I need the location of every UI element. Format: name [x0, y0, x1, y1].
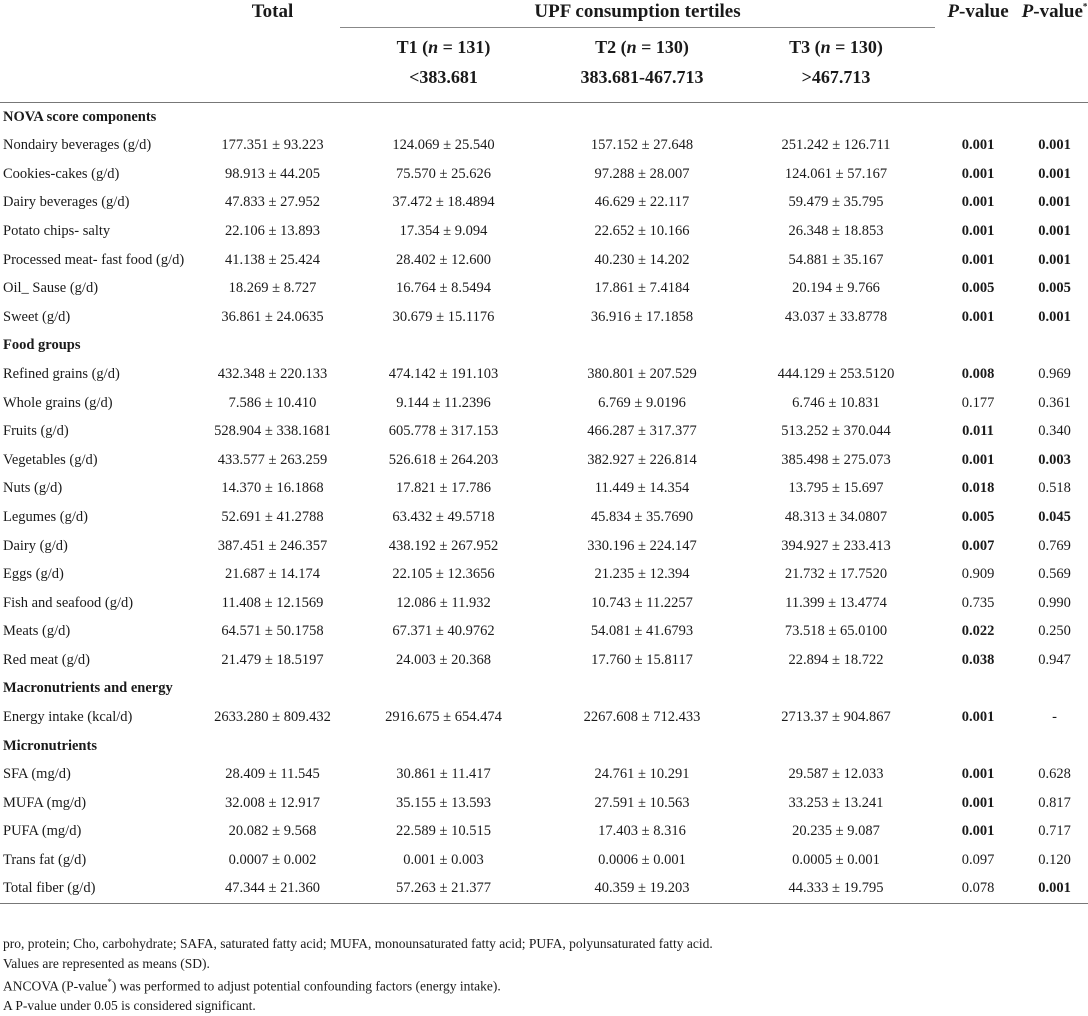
cell-total: 47.344 ± 21.360 — [225, 880, 320, 897]
cell-total: 14.370 ± 16.1868 — [221, 480, 324, 497]
cell-pvalue-adjusted: 0.001 — [1038, 194, 1071, 211]
cell-t1: 2916.675 ± 654.474 — [385, 708, 502, 725]
cell-pvalue: 0.001 — [961, 794, 995, 811]
cell-total: 32.008 ± 12.917 — [225, 794, 320, 811]
cell-t1: 526.618 ± 264.203 — [388, 451, 499, 468]
cell-pvalue-adjusted: 0.001 — [1038, 223, 1071, 240]
cell-t2: 2267.608 ± 712.433 — [583, 708, 701, 725]
table-row — [0, 303, 1088, 332]
cell-pvalue: 0.008 — [961, 365, 995, 382]
cell-total: 64.571 ± 50.1758 — [221, 623, 324, 640]
cell-t1: 67.371 ± 40.9762 — [392, 623, 495, 640]
section-header-row — [0, 675, 1088, 704]
cell-pvalue-adjusted: 0.947 — [1038, 651, 1071, 668]
cell-t2: 17.861 ± 7.4184 — [594, 280, 690, 297]
cell-pvalue: 0.022 — [961, 623, 995, 640]
cell-pvalue-adjusted: 0.001 — [1038, 880, 1071, 897]
cell-pvalue: 0.001 — [961, 708, 995, 725]
cell-total: 22.106 ± 13.893 — [225, 223, 320, 240]
row-label: Trans fat (g/d) — [3, 851, 87, 868]
cell-t2: 22.652 ± 10.166 — [594, 223, 690, 240]
header-upf: UPF consumption tertiles — [340, 0, 935, 28]
cell-pvalue: 0.097 — [961, 851, 995, 868]
table-notes — [3, 934, 713, 1016]
table-row — [0, 160, 1088, 189]
cell-t1: 9.144 ± 11.2396 — [396, 394, 491, 411]
row-label: Nuts (g/d) — [3, 480, 63, 497]
cell-pvalue: 0.001 — [961, 251, 995, 268]
cell-pvalue-adjusted: 0.120 — [1038, 851, 1071, 868]
cell-pvalue: 0.011 — [962, 423, 994, 440]
cell-total: 20.082 ± 9.568 — [228, 823, 317, 840]
cell-pvalue: 0.018 — [961, 480, 995, 497]
cell-t1: 124.069 ± 25.540 — [392, 137, 495, 154]
cell-total: 177.351 ± 93.223 — [221, 137, 324, 154]
row-label: Legumes (g/d) — [3, 508, 88, 525]
table-row — [0, 189, 1088, 218]
cell-t1: 605.778 ± 317.153 — [388, 423, 499, 440]
header-row — [0, 0, 1088, 28]
section-header-row — [0, 103, 1088, 132]
row-label: Processed meat- fast food (g/d) — [3, 251, 185, 268]
row-label: Cookies-cakes (g/d) — [3, 165, 120, 182]
section-title: Food groups — [3, 337, 81, 354]
cell-pvalue-adjusted: 0.969 — [1038, 365, 1071, 382]
cell-t1: 12.086 ± 11.932 — [396, 594, 491, 611]
header-t1-range: <383.681 — [409, 67, 478, 87]
cell-total: 2633.280 ± 809.432 — [214, 708, 331, 725]
cell-pvalue: 0.909 — [961, 566, 995, 583]
cell-total: 7.586 ± 10.410 — [228, 394, 317, 411]
section-header-row — [0, 332, 1088, 361]
table-row — [0, 389, 1088, 418]
header-blank — [0, 0, 205, 28]
section-header-row — [0, 732, 1088, 761]
cell-pvalue: 0.001 — [961, 766, 995, 783]
section-title: NOVA score components — [3, 108, 157, 125]
cell-t2: 10.743 ± 11.2257 — [591, 594, 693, 611]
cell-pvalue-adjusted: 0.001 — [1038, 251, 1071, 268]
cell-t3: 11.399 ± 13.4774 — [785, 594, 887, 611]
cell-t2: 36.916 ± 17.1858 — [590, 308, 694, 325]
cell-t3: 48.313 ± 34.0807 — [784, 508, 888, 525]
row-label: SFA (mg/d) — [3, 766, 71, 783]
section-title: Micronutrients — [3, 737, 97, 754]
cell-pvalue-adjusted: 0.250 — [1038, 623, 1071, 640]
table-row — [0, 503, 1088, 532]
cell-total: 387.451 ± 246.357 — [217, 537, 328, 554]
cell-t3: 59.479 ± 35.795 — [788, 194, 884, 211]
cell-total: 47.833 ± 27.952 — [225, 194, 320, 211]
cell-total: 52.691 ± 41.2788 — [221, 508, 324, 525]
cell-pvalue: 0.001 — [961, 194, 995, 211]
cell-pvalue-adjusted: 0.628 — [1038, 766, 1071, 783]
table-row — [0, 217, 1088, 246]
cell-t1: 474.142 ± 191.103 — [388, 365, 499, 382]
cell-total: 433.577 ± 263.259 — [217, 451, 328, 468]
cell-t2: 40.359 ± 19.203 — [594, 880, 690, 897]
cell-t3: 21.732 ± 17.7520 — [784, 566, 888, 583]
cell-pvalue: 0.177 — [961, 394, 995, 411]
cell-t3: 26.348 ± 18.853 — [788, 223, 884, 240]
cell-pvalue-adjusted: 0.001 — [1038, 165, 1071, 182]
cell-t3: 251.242 ± 126.711 — [781, 137, 891, 154]
cell-t3: 6.746 ± 10.831 — [792, 394, 880, 411]
cell-t3: 20.194 ± 9.766 — [792, 280, 880, 297]
cell-t1: 57.263 ± 21.377 — [396, 880, 491, 897]
cell-t2: 330.196 ± 224.147 — [587, 537, 697, 554]
cell-t1: 28.402 ± 12.600 — [396, 251, 491, 268]
cell-pvalue-adjusted: 0.990 — [1038, 594, 1071, 611]
row-label: Dairy beverages (g/d) — [3, 194, 130, 211]
table-row — [0, 646, 1088, 675]
cell-t2: 17.403 ± 8.316 — [598, 823, 686, 840]
cell-total: 21.687 ± 14.174 — [225, 566, 320, 583]
cell-t3: 22.894 ± 18.722 — [788, 651, 884, 668]
cell-pvalue-adjusted: 0.518 — [1038, 480, 1071, 497]
row-label: Refined grains (g/d) — [3, 365, 120, 382]
row-label: Whole grains (g/d) — [3, 394, 113, 411]
cell-t3: 124.061 ± 57.167 — [784, 165, 888, 182]
cell-pvalue: 0.001 — [961, 451, 995, 468]
cell-t1: 16.764 ± 8.5494 — [396, 280, 491, 297]
cell-pvalue-adjusted: - — [1052, 708, 1057, 725]
cell-t1: 17.821 ± 17.786 — [396, 480, 491, 497]
cell-t3: 43.037 ± 33.8778 — [784, 308, 888, 325]
cell-t2: 17.760 ± 15.8117 — [591, 651, 693, 668]
cell-total: 432.348 ± 220.133 — [217, 365, 328, 382]
cell-t1: 30.679 ± 15.1176 — [392, 308, 495, 325]
cell-t1: 438.192 ± 267.952 — [388, 537, 499, 554]
cell-t2: 382.927 ± 226.814 — [587, 451, 697, 468]
cell-pvalue: 0.005 — [961, 280, 995, 297]
cell-t1: 0.001 ± 0.003 — [403, 851, 484, 868]
table-body — [0, 103, 1088, 904]
row-label: PUFA (mg/d) — [3, 823, 82, 840]
header-t2-range: 383.681-467.713 — [580, 67, 704, 87]
cell-t1: 30.861 ± 11.417 — [396, 766, 491, 783]
table-row — [0, 875, 1088, 904]
header-t2: T2 (n = 130) 383.681-467.713 — [547, 28, 737, 103]
table-row — [0, 817, 1088, 846]
cell-t3: 54.881 ± 35.167 — [788, 251, 884, 268]
cell-t3: 513.252 ± 370.044 — [781, 423, 891, 440]
row-label: Fruits (g/d) — [3, 423, 69, 440]
cell-pvalue-adjusted: 0.361 — [1038, 394, 1071, 411]
table-row — [0, 846, 1088, 875]
row-label: Nondairy beverages (g/d) — [3, 137, 152, 154]
cell-pvalue-adjusted: 0.340 — [1038, 423, 1071, 440]
cell-t3: 33.253 ± 13.241 — [788, 794, 884, 811]
cell-t2: 157.152 ± 27.648 — [590, 137, 694, 154]
cell-pvalue: 0.001 — [961, 137, 995, 154]
cell-pvalue-adjusted: 0.717 — [1038, 823, 1071, 840]
cell-t2: 0.0006 ± 0.001 — [598, 851, 686, 868]
header-pvalue-adjusted: P-value* — [1021, 1, 1088, 22]
table-row — [0, 589, 1088, 618]
cell-t3: 73.518 ± 65.0100 — [784, 623, 888, 640]
table-row — [0, 132, 1088, 161]
cell-t3: 0.0005 ± 0.001 — [792, 851, 880, 868]
cell-t2: 11.449 ± 14.354 — [594, 480, 690, 497]
cell-total: 528.904 ± 338.1681 — [214, 423, 331, 440]
header-total: Total — [251, 1, 294, 22]
cell-t1: 37.472 ± 18.4894 — [392, 194, 495, 211]
cell-t1: 17.354 ± 9.094 — [399, 223, 488, 240]
note-values: Values are represented as means (SD). — [3, 955, 210, 971]
cell-t1: 35.155 ± 13.593 — [396, 794, 491, 811]
cell-t2: 40.230 ± 14.202 — [594, 251, 690, 268]
table-row — [0, 475, 1088, 504]
header-t3-range: >467.713 — [801, 67, 871, 87]
cell-t2: 97.288 ± 28.007 — [594, 165, 690, 182]
cell-t3: 385.498 ± 275.073 — [781, 451, 891, 468]
row-label: Energy intake (kcal/d) — [3, 708, 133, 725]
row-label: Fish and seafood (g/d) — [3, 594, 134, 611]
cell-pvalue-adjusted: 0.005 — [1038, 280, 1071, 297]
cell-t2: 24.761 ± 10.291 — [594, 766, 690, 783]
note-significance: A P-value under 0.05 is considered significant. — [3, 998, 256, 1013]
table-row — [0, 274, 1088, 303]
cell-total: 11.408 ± 12.1569 — [221, 594, 324, 611]
cell-t2: 380.801 ± 207.529 — [587, 365, 697, 382]
row-label: Oil_ Sause (g/d) — [3, 280, 99, 297]
cell-pvalue: 0.001 — [961, 223, 995, 240]
cell-t3: 2713.37 ± 904.867 — [781, 708, 891, 725]
row-label: Potato chips- salty — [3, 223, 111, 240]
cell-t2: 21.235 ± 12.394 — [594, 566, 690, 583]
table-row — [0, 532, 1088, 561]
header-t1: T1 (n = 131) <383.681 — [340, 28, 547, 103]
cell-pvalue-adjusted: 0.003 — [1038, 451, 1071, 468]
cell-t1: 22.105 ± 12.3656 — [392, 566, 495, 583]
cell-total: 0.0007 ± 0.002 — [228, 851, 317, 868]
cell-t3: 394.927 ± 233.413 — [781, 537, 891, 554]
header-t3: T3 (n = 130) >467.713 — [737, 28, 935, 103]
cell-pvalue-adjusted: 0.817 — [1038, 794, 1071, 811]
table-row — [0, 360, 1088, 389]
table-row — [0, 703, 1088, 732]
table-row — [0, 417, 1088, 446]
cell-total: 41.138 ± 25.424 — [225, 251, 320, 268]
table-row — [0, 560, 1088, 589]
cell-t3: 13.795 ± 15.697 — [788, 480, 884, 497]
cell-t3: 444.129 ± 253.5120 — [777, 365, 895, 382]
cell-t1: 22.589 ± 10.515 — [396, 823, 491, 840]
cell-pvalue: 0.007 — [961, 537, 995, 554]
cell-total: 36.861 ± 24.0635 — [221, 308, 324, 325]
cell-t3: 20.235 ± 9.087 — [792, 823, 880, 840]
cell-pvalue: 0.735 — [961, 594, 995, 611]
cell-pvalue-adjusted: 0.001 — [1038, 308, 1071, 325]
cell-pvalue-adjusted: 0.569 — [1038, 566, 1071, 583]
cell-t1: 24.003 ± 20.368 — [396, 651, 491, 668]
cell-pvalue: 0.001 — [961, 165, 995, 182]
row-label: Vegetables (g/d) — [3, 451, 98, 468]
row-label: Meats (g/d) — [3, 623, 71, 640]
cell-pvalue-adjusted: 0.045 — [1038, 508, 1071, 525]
cell-t1: 63.432 ± 49.5718 — [392, 508, 495, 525]
cell-total: 28.409 ± 11.545 — [225, 766, 320, 783]
row-label: Sweet (g/d) — [3, 308, 71, 325]
cell-t2: 6.769 ± 9.0196 — [598, 394, 686, 411]
table-row — [0, 246, 1088, 275]
cell-pvalue: 0.005 — [961, 508, 995, 525]
table-row — [0, 760, 1088, 789]
cell-t2: 46.629 ± 22.117 — [594, 194, 690, 211]
row-label: MUFA (mg/d) — [3, 794, 87, 811]
row-label: Total fiber (g/d) — [3, 880, 96, 897]
cell-pvalue: 0.001 — [961, 823, 995, 840]
footer-divider — [0, 904, 1088, 905]
cell-pvalue: 0.078 — [961, 880, 995, 897]
header-pvalue: P-value — [947, 1, 1009, 22]
cell-total: 18.269 ± 8.727 — [228, 280, 317, 297]
cell-pvalue: 0.038 — [961, 651, 995, 668]
cell-pvalue-adjusted: 0.769 — [1038, 537, 1071, 554]
cell-t3: 29.587 ± 12.033 — [788, 766, 884, 783]
cell-pvalue-adjusted: 0.001 — [1038, 137, 1071, 154]
table-row — [0, 446, 1088, 475]
cell-total: 21.479 ± 18.5197 — [221, 651, 324, 668]
cell-pvalue: 0.001 — [961, 308, 995, 325]
table-row — [0, 789, 1088, 818]
row-label: Dairy (g/d) — [3, 537, 68, 554]
cell-t2: 54.081 ± 41.6793 — [590, 623, 694, 640]
row-label: Eggs (g/d) — [3, 566, 64, 583]
cell-t2: 27.591 ± 10.563 — [594, 794, 690, 811]
row-label: Red meat (g/d) — [3, 651, 90, 668]
cell-t2: 466.287 ± 317.377 — [587, 423, 697, 440]
table-row — [0, 618, 1088, 647]
cell-total: 98.913 ± 44.205 — [225, 165, 320, 182]
section-title: Macronutrients and energy — [3, 680, 173, 697]
note-ancova: ANCOVA (P-value*) was performed to adjust potential confounding factors (energy intake). — [3, 977, 501, 994]
cell-t2: 45.834 ± 35.7690 — [590, 508, 694, 525]
subheader-row — [0, 28, 1088, 103]
cell-t3: 44.333 ± 19.795 — [788, 880, 884, 897]
note-abbreviations: pro, protein; Cho, carbohydrate; SAFA, saturated fatty acid; MUFA, monounsaturated fatty acid; PUFA, polyunsaturated fatty acid. — [3, 936, 713, 951]
cell-t1: 75.570 ± 25.626 — [396, 165, 491, 182]
